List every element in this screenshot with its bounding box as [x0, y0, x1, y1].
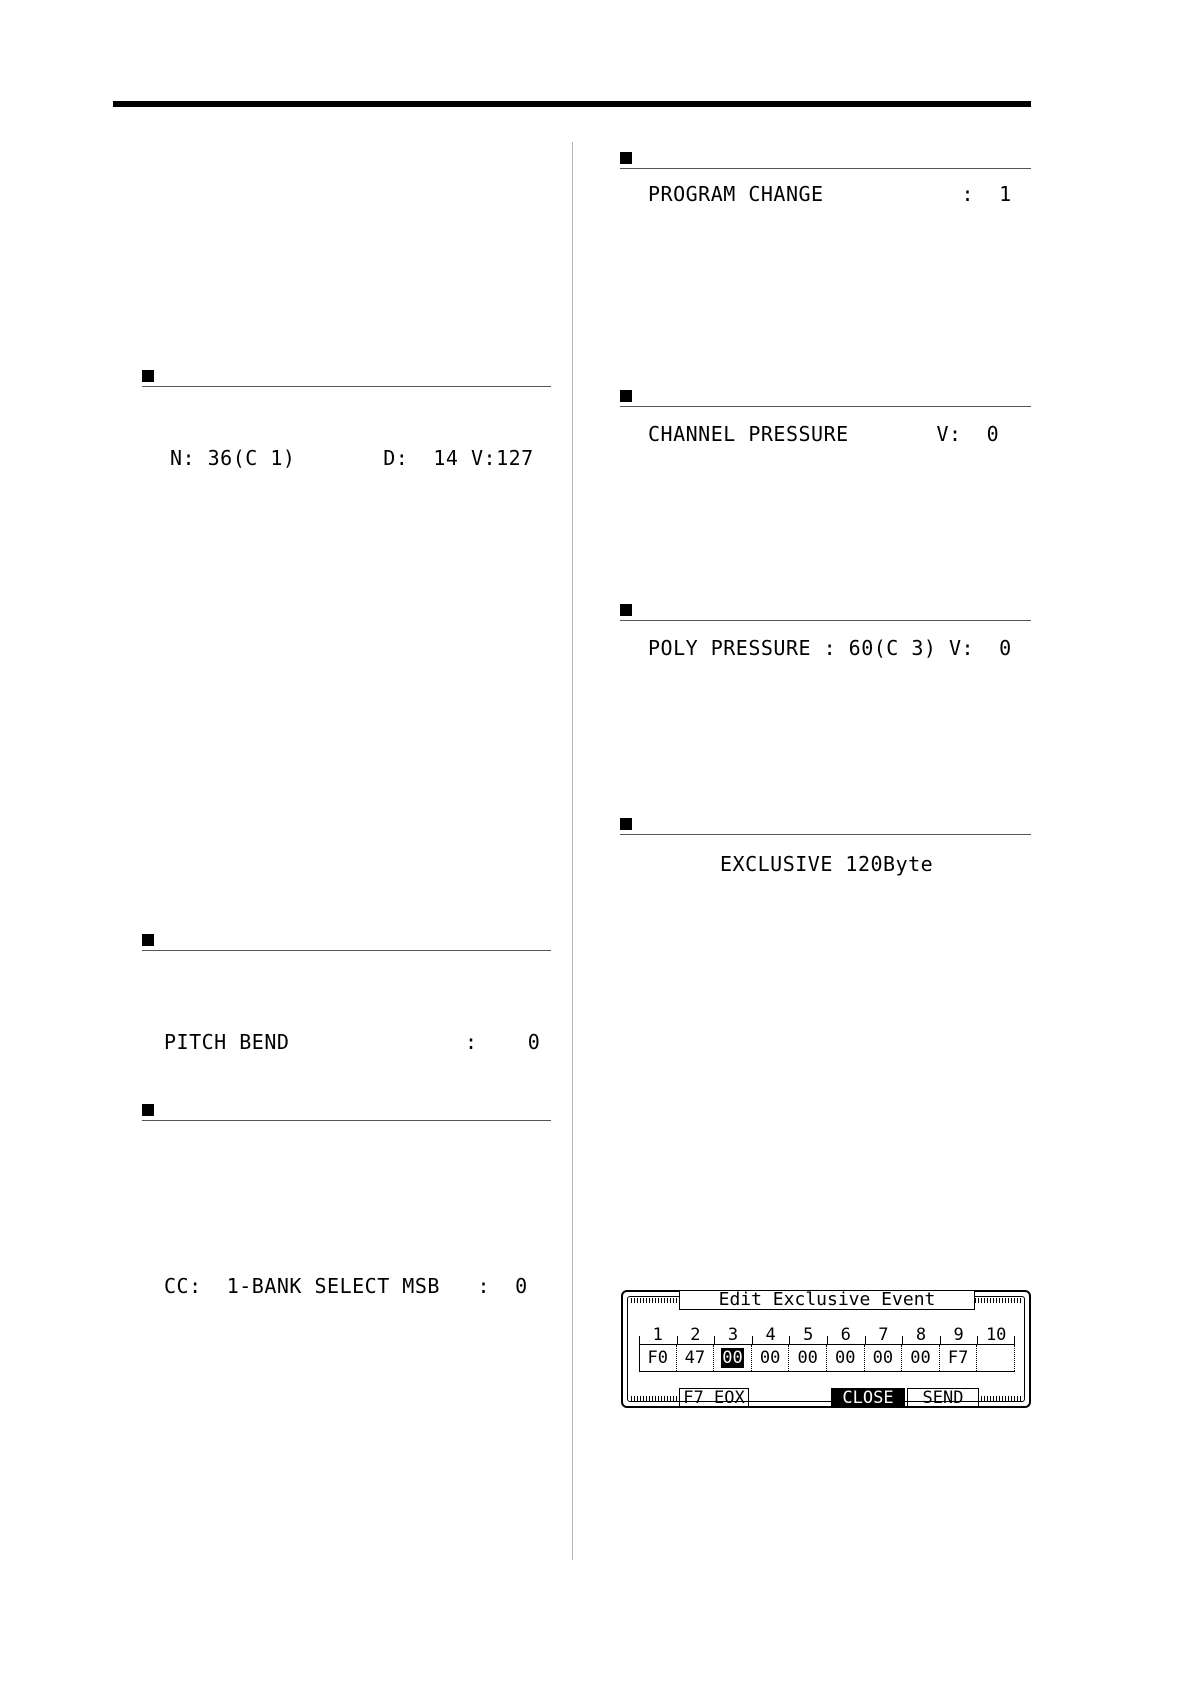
- column-tick: [940, 1336, 941, 1344]
- byte-cell[interactable]: 00: [865, 1345, 903, 1371]
- dialog-hatch: [975, 1298, 1021, 1303]
- byte-cell[interactable]: 47: [677, 1345, 715, 1371]
- section-bullet-icon: [620, 390, 632, 402]
- byte-cell[interactable]: 00: [902, 1345, 940, 1371]
- column-tick: [639, 1336, 640, 1344]
- byte-cell[interactable]: 00: [752, 1345, 790, 1371]
- byte-cell[interactable]: F0: [639, 1345, 677, 1371]
- byte-cell-selected[interactable]: 00: [714, 1345, 752, 1371]
- section-rule: [620, 168, 1031, 169]
- section-heading-pitch-bend: [142, 928, 551, 956]
- byte-cell[interactable]: [977, 1345, 1015, 1371]
- section-bullet-icon: [142, 934, 154, 946]
- column-number: 1: [652, 1325, 663, 1345]
- byte-cell[interactable]: 00: [827, 1345, 865, 1371]
- dialog-hatch: [981, 1396, 1021, 1401]
- column-tick: [752, 1336, 753, 1344]
- byte-row: [639, 1344, 1015, 1372]
- column-number: 10: [985, 1325, 1007, 1345]
- section-heading-program-change: [620, 146, 1031, 174]
- channel-pressure-line: CHANNEL PRESSURE V: 0: [648, 422, 1000, 446]
- section-rule: [142, 1120, 551, 1121]
- poly-pressure-line: POLY PRESSURE : 60(C 3) V: 0: [648, 636, 1012, 660]
- column-number: 7: [878, 1325, 889, 1345]
- dialog-hatch: [631, 1396, 679, 1401]
- section-bullet-icon: [620, 152, 632, 164]
- program-change-line: PROGRAM CHANGE : 1: [648, 182, 1012, 206]
- byte-cell[interactable]: 00: [789, 1345, 827, 1371]
- section-heading-control-change: [142, 1098, 551, 1126]
- section-rule: [620, 834, 1031, 835]
- dialog-hatch: [631, 1298, 679, 1303]
- pitch-bend-line: PITCH BEND : 0: [164, 1030, 541, 1054]
- section-rule: [620, 406, 1031, 407]
- column-tick: [677, 1336, 678, 1344]
- section-heading-poly-pressure: [620, 598, 1031, 626]
- column-tick: [827, 1336, 828, 1344]
- column-number: 8: [915, 1325, 927, 1345]
- section-rule: [620, 620, 1031, 621]
- section-heading-exclusive: [620, 812, 1031, 840]
- column-tick: [902, 1336, 903, 1344]
- control-change-line: CC: 1-BANK SELECT MSB : 0: [164, 1274, 528, 1298]
- section-heading-channel-pressure: [620, 384, 1031, 412]
- page-top-rule: [113, 101, 1031, 107]
- section-rule: [142, 950, 551, 951]
- byte-column-header: [639, 1326, 1015, 1344]
- send-button[interactable]: SEND: [907, 1388, 979, 1406]
- section-bullet-icon: [142, 370, 154, 382]
- byte-cell[interactable]: F7: [940, 1345, 978, 1371]
- dialog-title: Edit Exclusive Event: [679, 1290, 975, 1310]
- close-button[interactable]: CLOSE: [831, 1388, 905, 1406]
- exclusive-line: EXCLUSIVE 120Byte: [720, 852, 934, 876]
- column-tick: [1014, 1336, 1015, 1344]
- section-heading-note: [142, 364, 551, 392]
- column-tick: [977, 1336, 978, 1344]
- note-event-line: N: 36(C 1) D: 14 V:127: [170, 446, 534, 470]
- column-number: 9: [953, 1325, 964, 1345]
- edit-exclusive-dialog: [621, 1290, 1031, 1408]
- section-rule: [142, 386, 551, 387]
- column-number: 4: [765, 1325, 776, 1345]
- column-number: 2: [690, 1325, 701, 1345]
- section-bullet-icon: [620, 604, 632, 616]
- f7-eox-button[interactable]: F7 EOX: [679, 1388, 749, 1406]
- section-bullet-icon: [620, 818, 632, 830]
- column-tick: [865, 1336, 866, 1344]
- section-bullet-icon: [142, 1104, 154, 1116]
- column-number: 6: [840, 1325, 851, 1345]
- column-tick: [789, 1336, 790, 1344]
- column-tick: [714, 1336, 715, 1344]
- column-number: 3: [727, 1325, 739, 1345]
- column-number: 5: [803, 1325, 814, 1345]
- column-divider: [572, 142, 573, 1560]
